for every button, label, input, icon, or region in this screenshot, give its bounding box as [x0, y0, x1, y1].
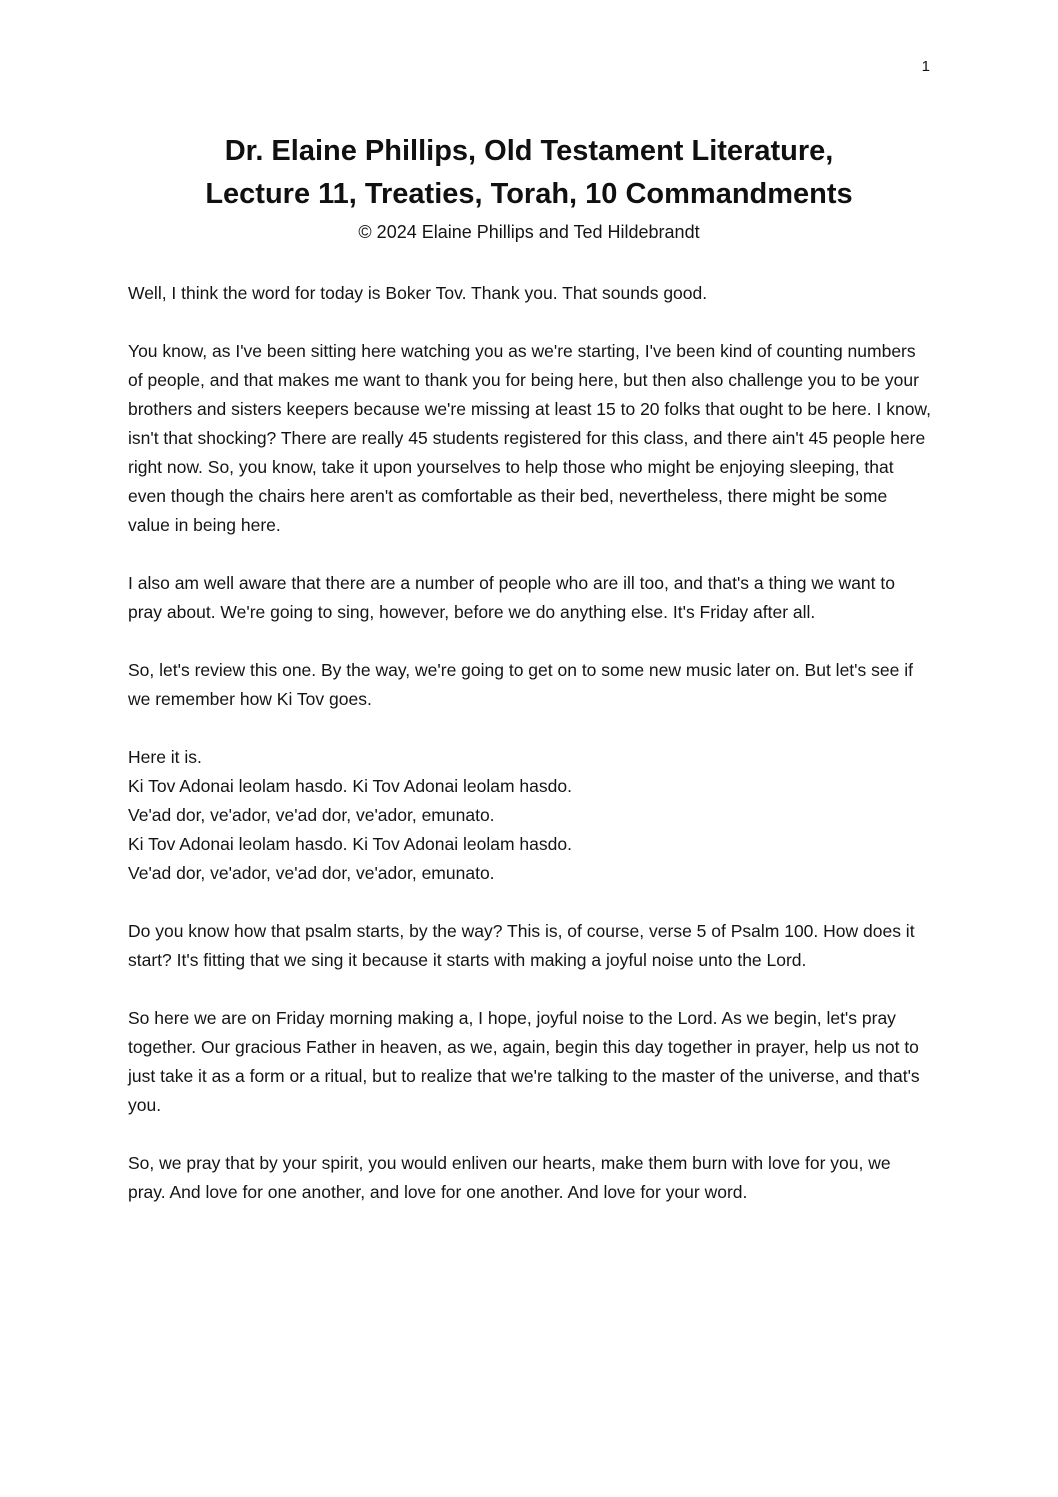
song-line-intro: Here it is. [128, 747, 202, 767]
song-line-4: Ve'ad dor, ve'ador, ve'ad dor, ve'ador, emunato. [128, 863, 495, 883]
paragraph-psalm: Do you know how that psalm starts, by the way? This is, of course, verse 5 of Psalm 100. How does it start? It's fitting that we sing it because it starts with making a joyful noise unto the Lord. [128, 921, 915, 970]
paragraph-review-song: So, let's review this one. By the way, we're going to get on to some new music later on. But let's see if we remember how Ki Tov goes. [128, 660, 913, 709]
page-number: 1 [921, 58, 930, 75]
document-body [128, 279, 932, 1207]
paragraph-prayer: So, we pray that by your spirit, you would enliven our hearts, make them burn with love for you, we pray. And love for one another, and love for one another. And love for your word. [128, 1153, 891, 1202]
paragraph-attendance: You know, as I've been sitting here watching you as we're starting, I've been kind of counting numbers of people, and that makes me want to thank you for being here, but then also challenge you to be your brothers and sisters keepers because we're missing at least 15 to 20 folks that ought to be here. I know, isn't that shocking? There are really 45 students registered for this class, and there ain't 45 people here right now. So, you know, take it upon yourselves to help those who might be enjoying sleeping, that even though the chairs here aren't as comfortable as their bed, nevertheless, there might be some value in being here. [128, 341, 931, 535]
document-title [0, 0, 1058, 216]
paragraph-illness: I also am well aware that there are a number of people who are ill too, and that's a thing we want to pray about. We're going to sing, however, before we do anything else. It's Friday after all. [128, 573, 895, 622]
song-line-2: Ve'ad dor, ve'ador, ve'ad dor, ve'ador, emunato. [128, 805, 495, 825]
song-line-3: Ki Tov Adonai leolam hasdo. Ki Tov Adonai leolam hasdo. [128, 834, 572, 854]
copyright-line: © 2024 Elaine Phillips and Ted Hildebrandt [358, 222, 700, 242]
song-block [128, 743, 932, 888]
paragraph-prayer-intro: So here we are on Friday morning making a, I hope, joyful noise to the Lord. As we begin, let's pray together. Our gracious Father in heaven, as we, again, begin this day together in prayer, help us not to just take it as a form or a ritual, but to realize that we're talking to the master of the universe, and that's you. [128, 1008, 920, 1115]
title-line-1: Dr. Elaine Phillips, Old Testament Literature, [224, 135, 834, 167]
paragraph-greeting: Well, I think the word for today is Boker Tov. Thank you. That sounds good. [128, 283, 708, 303]
title-line-2: Lecture 11, Treaties, Torah, 10 Commandments [205, 178, 853, 210]
song-line-1: Ki Tov Adonai leolam hasdo. Ki Tov Adonai leolam hasdo. [128, 776, 572, 796]
